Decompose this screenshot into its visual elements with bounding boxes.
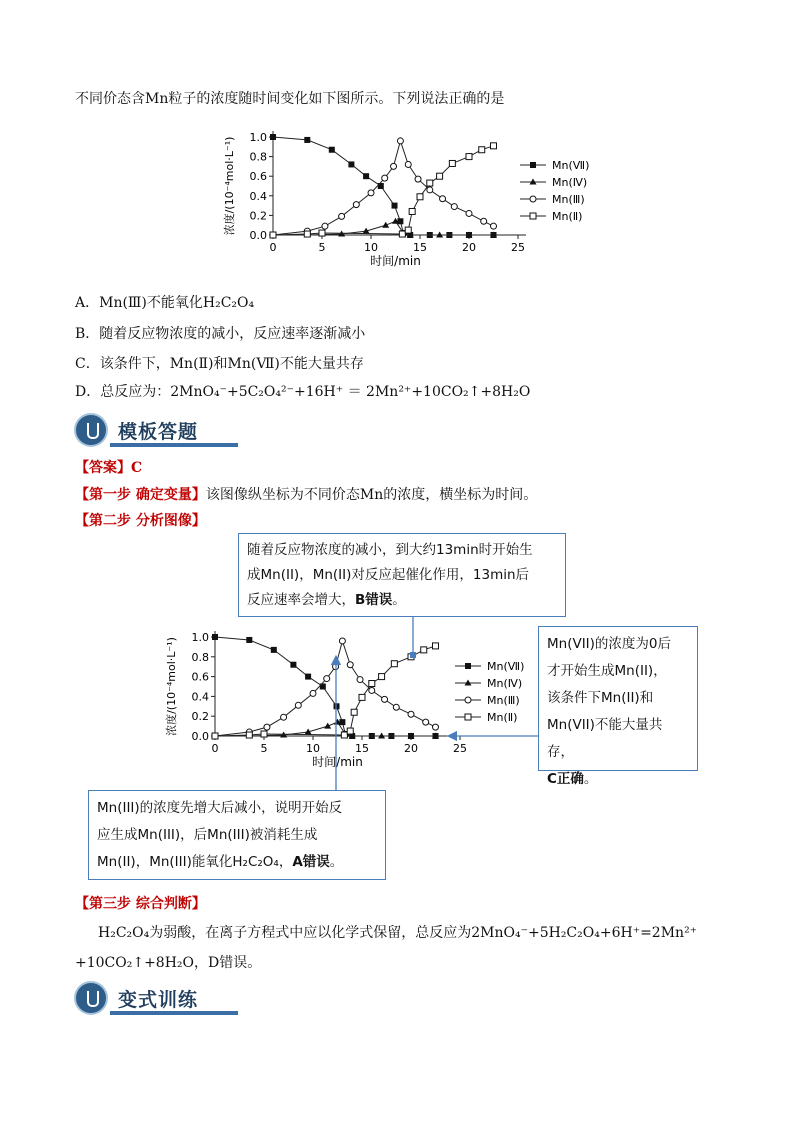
x-tick-label: 5 [318, 241, 326, 254]
y-tick-label: 0.0 [249, 229, 267, 242]
x-tick-label: 0 [269, 241, 277, 254]
option-d: D．总反应为：2MnO₄⁻+5C₂O₄²⁻+16H⁺ ＝ 2Mn²⁺+10CO₂↑+8H₂O [75, 384, 531, 400]
callout-bottom-line2: 应生成Mn(III)，后Mn(III)被消耗生成 [97, 827, 318, 843]
callout-bottom-end: 。 [329, 854, 344, 870]
callout-right-verdict: C正确 [547, 771, 584, 787]
x-tick-label: 15 [355, 742, 369, 755]
flask-icon [74, 981, 108, 1015]
step3-text1: H₂C₂O₄为弱酸，在离子方程式中应以化学式保留，总反应为2MnO₄⁻+5H₂C₂O₄+6H⁺=2Mn²⁺ [98, 925, 698, 941]
y-axis-label: 浓度/(10⁻⁴mol·L⁻¹) [165, 637, 178, 736]
callout-top-line2: 成Mn(II)，Mn(II)对反应起催化作用，13min后 [247, 567, 530, 583]
legend-label: Mn(Ⅱ) [552, 210, 583, 223]
answer-tag: 【答案】 [75, 460, 131, 476]
option-a: A．Mn(Ⅲ)不能氧化H₂C₂O₄ [75, 295, 255, 311]
legend-label: Mn(Ⅱ) [487, 711, 518, 724]
option-b: B．随着反应物浓度的减小，反应速率逐渐减小 [75, 326, 366, 342]
step1-text: 该图像纵坐标为不同价态Mn的浓度，横坐标为时间。 [205, 487, 538, 503]
step3-tag: 【第三步 综合判断】 [75, 896, 206, 912]
callout-right-line1: Mn(VII)的浓度为0后 [547, 636, 672, 652]
callout-right-line2: 才开始生成Mn(II)， [547, 663, 667, 679]
x-tick-label: 20 [404, 742, 418, 755]
x-axis-label: 时间/min [370, 254, 421, 268]
banner-variant-training [74, 980, 204, 1016]
legend-label: Mn(Ⅶ) [552, 159, 590, 172]
banner-label: 变式训练 [118, 988, 199, 1011]
x-axis-label: 时间/min [312, 755, 363, 769]
callout-top-text: 反应速率会增大， [247, 592, 355, 608]
legend-label: Mn(Ⅲ) [552, 193, 585, 206]
y-tick-label: 0.8 [249, 150, 267, 164]
x-tick-label: 5 [260, 742, 268, 755]
callout-top-verdict: B错误 [355, 592, 393, 608]
callout-right-line3: 该条件下Mn(II)和 [547, 690, 654, 706]
callout-bottom-text: Mn(II)，Mn(III)能氧化H₂C₂O₄， [97, 854, 293, 870]
legend-label: Mn(Ⅳ) [552, 176, 588, 189]
y-tick-label: 0.6 [191, 670, 209, 684]
x-tick-label: 10 [306, 742, 320, 755]
question-text: 不同价态含Mn粒子的浓度随时间变化如下图所示。下列说法正确的是 [75, 91, 505, 107]
y-tick-label: 0.0 [191, 730, 209, 743]
answer-value: C [131, 460, 143, 476]
x-tick-label: 25 [511, 241, 525, 254]
step2-tag: 【第二步 分析图像】 [75, 513, 206, 529]
x-tick-label: 25 [453, 742, 467, 755]
y-tick-label: 1.0 [249, 131, 267, 144]
legend-label: Mn(Ⅳ) [487, 677, 523, 690]
banner-label: 模板答题 [118, 420, 199, 443]
step3-text2: +10CO₂↑+8H₂O，D错误。 [75, 955, 262, 971]
x-tick-label: 15 [413, 241, 427, 254]
y-tick-label: 0.2 [191, 710, 209, 724]
legend-label: Mn(Ⅲ) [487, 694, 520, 707]
callout-right-line4: Mn(VII)不能大量共存， [547, 717, 663, 760]
x-tick-label: 10 [364, 241, 378, 254]
x-tick-label: 20 [462, 241, 476, 254]
y-tick-label: 0.4 [191, 690, 209, 704]
y-tick-label: 0.6 [249, 170, 267, 184]
y-tick-label: 0.2 [249, 209, 267, 223]
callout-bottom-verdict: A错误 [292, 854, 330, 870]
legend-label: Mn(Ⅶ) [487, 660, 525, 673]
y-axis-label: 浓度/(10⁻⁴mol·L⁻¹) [223, 136, 236, 236]
callout-top-line1: 随着反应物浓度的减小，到大约13min时开始生 [247, 542, 533, 558]
y-tick-label: 0.4 [249, 189, 267, 203]
callout-right-end: 。 [583, 771, 598, 787]
x-tick-label: 0 [211, 742, 219, 755]
y-tick-label: 0.8 [191, 650, 209, 664]
callout-top-end: 。 [392, 592, 406, 608]
callout-bottom-line1: Mn(III)的浓度先增大后减小，说明开始反 [97, 800, 343, 816]
step1-tag: 【第一步 确定变量】 [75, 487, 206, 503]
step3-line [75, 893, 206, 913]
y-tick-label: 1.0 [191, 631, 209, 644]
option-c: C．该条件下，Mn(Ⅱ)和Mn(Ⅶ)不能大量共存 [75, 356, 364, 372]
